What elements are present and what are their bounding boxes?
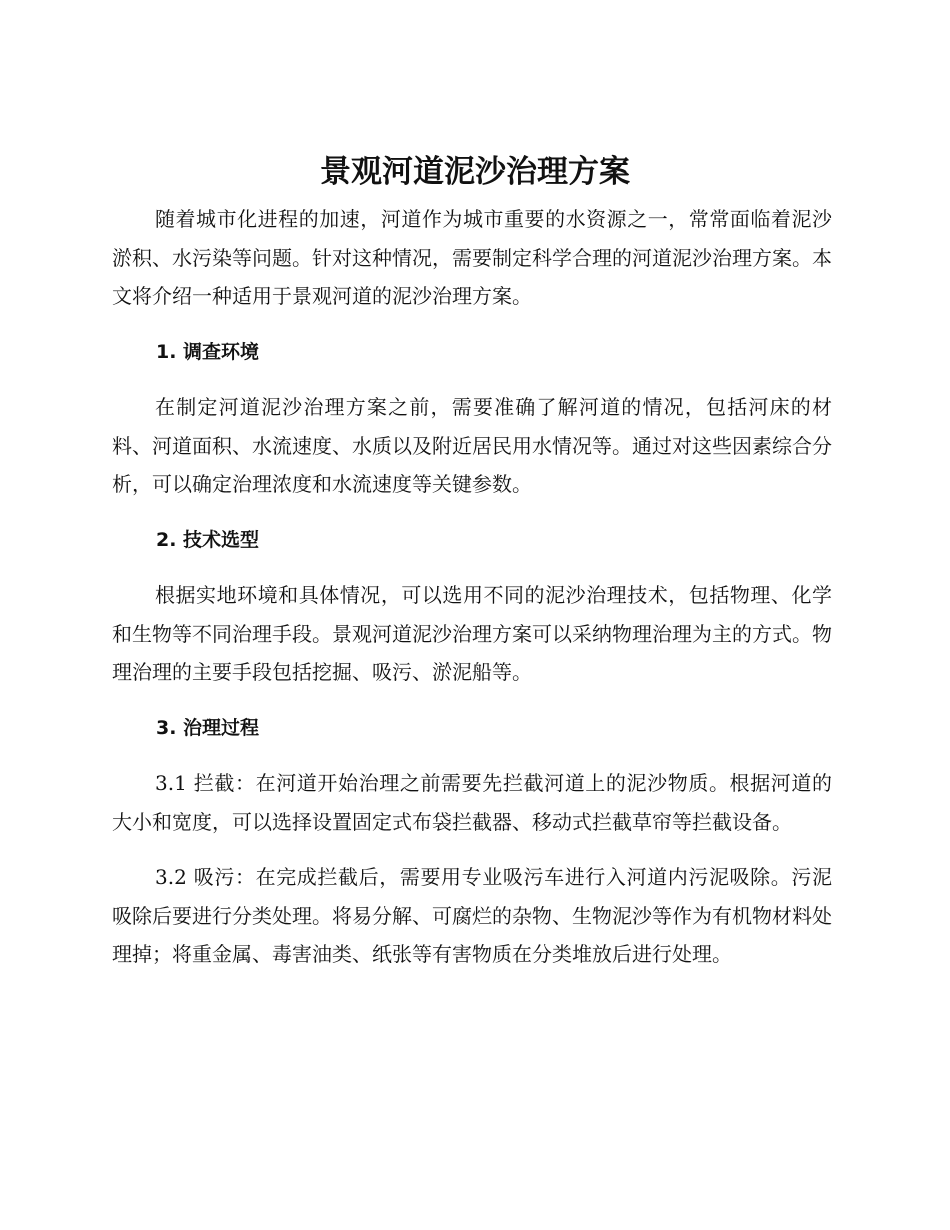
section-paragraph-technology: 根据实地环境和具体情况，可以选用不同的泥沙治理技术，包括物理、化学和生物等不同治理手段。景观河道泥沙治理方案可以采纳物理治理为主的方式。物理治理的主要手段包括挖掘、吸污、淤泥船等。	[112, 583, 832, 684]
section-heading-survey: 1. 调查环境	[156, 340, 260, 363]
section-heading-technology: 2. 技术选型	[156, 528, 260, 551]
intro-paragraph: 随着城市化进程的加速，河道作为城市重要的水资源之一，常常面临着泥沙淤积、水污染等问题。针对这种情况，需要制定科学合理的河道泥沙治理方案。本文将介绍一种适用于景观河道的泥沙治理方案。	[112, 207, 832, 308]
section-heading-process: 3. 治理过程	[156, 716, 260, 739]
section-paragraph-survey: 在制定河道泥沙治理方案之前，需要准确了解河道的情况，包括河床的材料、河道面积、水流速度、水质以及附近居民用水情况等。通过对这些因素综合分析，可以确定治理浓度和水流速度等关键参数。	[112, 395, 832, 496]
page-title: 景观河道泥沙治理方案	[320, 154, 630, 190]
section-paragraph-interception: 3.1 拦截：在河道开始治理之前需要先拦截河道上的泥沙物质。根据河道的大小和宽度，可以选择设置固定式布袋拦截器、移动式拦截草帘等拦截设备。	[112, 771, 832, 834]
document-body	[112, 200, 832, 974]
section-paragraph-suction: 3.2 吸污：在完成拦截后，需要用专业吸污车进行入河道内污泥吸除。污泥吸除后要进行分类处理。将易分解、可腐烂的杂物、生物泥沙等作为有机物材料处理掉；将重金属、毒害油类、纸张等有害物质在分类堆放后进行处理。	[112, 865, 832, 966]
